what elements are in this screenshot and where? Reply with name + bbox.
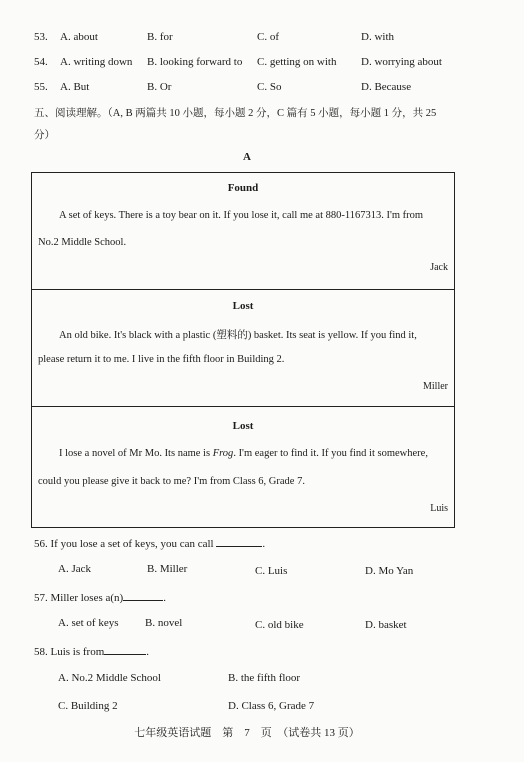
notice-lost-novel (31, 406, 455, 528)
q57-option-c: C. old bike (255, 619, 304, 631)
q58-option-b: B. the fifth floor (228, 672, 301, 684)
answer-blank[interactable] (104, 645, 146, 655)
q57-option-a: A. set of keys (58, 617, 119, 629)
section-title-cont: 分） (34, 130, 55, 141)
q58-option-d: D. Class 6, Grade 7 (228, 700, 315, 712)
q55-option-b: B. Or (147, 81, 172, 93)
q54-option-a: A. writing down (60, 56, 133, 68)
q56-option-d: D. Mo Yan (365, 565, 414, 577)
q55-option-c: C. So (257, 81, 282, 93)
section-title: 五、阅读理解。（A, B 两篇共 10 小题，每小题 2 分，C 篇有 5 小题，每小题 1 分，共 25 (34, 108, 437, 119)
notice-title: Lost (232, 420, 254, 432)
q57-option-b: B. novel (145, 617, 183, 629)
q55-option-d: D. Because (361, 81, 412, 93)
q53-option-d: D. with (361, 31, 394, 43)
q53-option-b: B. for (147, 31, 173, 43)
notice-signature: Miller (423, 381, 448, 392)
notice-signature: Jack (430, 262, 448, 273)
q57-stem: 57. Miller loses a(n) . (34, 592, 166, 604)
answer-blank[interactable] (216, 537, 262, 547)
q54-number: 54. (34, 56, 48, 68)
q58-option-c: C. Building 2 (58, 700, 118, 712)
notice-text: I lose a novel of Mr Mo. Its name is Frog. I'm eager to find it. If you find it somewhere, (59, 448, 428, 459)
q53-option-a: A. about (60, 31, 98, 43)
notice-title: Lost (232, 300, 254, 312)
q58-option-a: A. No.2 Middle School (58, 672, 161, 684)
q54-option-b: B. looking forward to (147, 56, 243, 68)
q55-option-a: A. But (60, 81, 90, 93)
q56-stem: 56. If you lose a set of keys, you can call . (34, 538, 266, 550)
notice-title: Found (227, 182, 259, 194)
q54-option-c: C. getting on with (257, 56, 337, 68)
q56-option-c: C. Luis (255, 565, 288, 577)
q58-stem: 58. Luis is from . (34, 646, 150, 658)
notice-text: A set of keys. There is a toy bear on it. If you lose it, call me at 880-1167313. I'm from (59, 210, 424, 221)
book-title: Frog (212, 448, 234, 459)
notice-signature: Luis (430, 503, 448, 514)
q57-option-d: D. basket (365, 619, 407, 631)
notice-text: No.2 Middle School. (38, 237, 127, 248)
q56-option-b: B. Miller (147, 563, 188, 575)
q53-option-c: C. of (257, 31, 279, 43)
notice-text: An old bike. It's black with a plastic (塑料的) basket. Its seat is yellow. If you find it, (59, 330, 417, 341)
notice-found (31, 172, 455, 290)
q55-number: 55. (34, 81, 48, 93)
q56-option-a: A. Jack (58, 563, 91, 575)
part-a-heading: A (243, 151, 251, 163)
q54-option-d: D. worrying about (361, 56, 442, 68)
notice-text: please return it to me. I live in the fifth floor in Building 2. (38, 354, 285, 365)
notice-text: could you please give it back to me? I'm from Class 6, Grade 7. (38, 476, 305, 487)
answer-blank[interactable] (123, 591, 163, 601)
q53-number: 53. (34, 31, 48, 43)
page-footer: 七年级英语试题 第 7 页 （试卷共 13 页） (134, 727, 360, 739)
notice-lost-bike (31, 289, 455, 407)
